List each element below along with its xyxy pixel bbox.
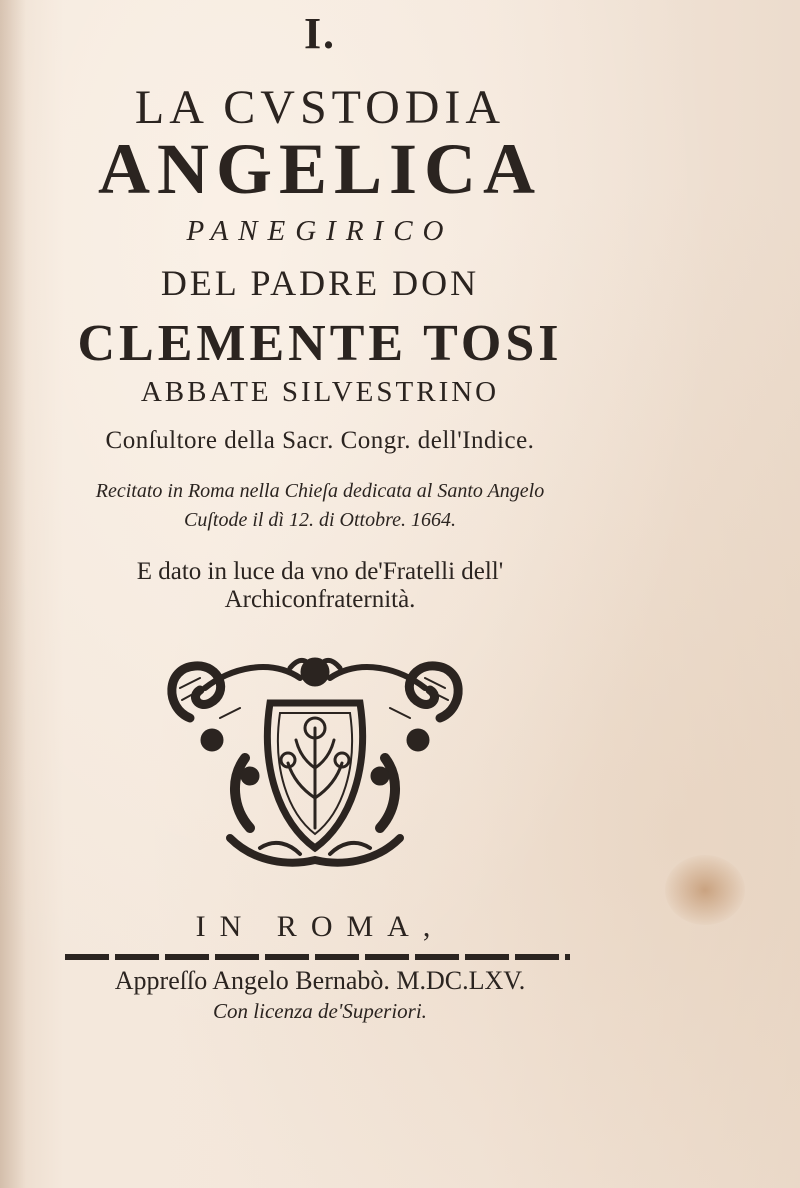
imprint-printer: Appreſſo Angelo Bernabò. M.DC.LXV. (114, 966, 526, 995)
recital-line-2: Cuſtode il dì 12. di Ottobre. 1664. (183, 509, 457, 531)
author-name: CLEMENTE TOSI (77, 315, 563, 372)
author-office: Conſultore della Sacr. Congr. dell'Indice. (105, 427, 535, 454)
author-prefix: DEL PADRE DON (160, 263, 480, 303)
imprint-place: IN ROMA, (195, 910, 445, 943)
divider-rule (65, 954, 570, 960)
foxing-stain (665, 855, 745, 925)
author-title: ABBATE SILVESTRINO (140, 376, 500, 408)
title-line-2: ANGELICA (97, 129, 543, 209)
subtitle-panegirico: PANEGIRICO (186, 215, 454, 247)
publication-line-2: Archiconfraternità. (224, 586, 416, 613)
imprint-license: Con licenza de'Superiori. (213, 999, 427, 1023)
publication-line-1: E dato in luce da vno de'Fratelli dell' (136, 558, 504, 585)
recital-line-1: Recitato in Roma nella Chieſa dedicata al Santo Angelo (95, 480, 545, 502)
woodcut-cartouche-icon (160, 648, 470, 870)
title-line-1: LA CVSTODIA (134, 81, 506, 134)
page-number: I. (303, 9, 337, 58)
